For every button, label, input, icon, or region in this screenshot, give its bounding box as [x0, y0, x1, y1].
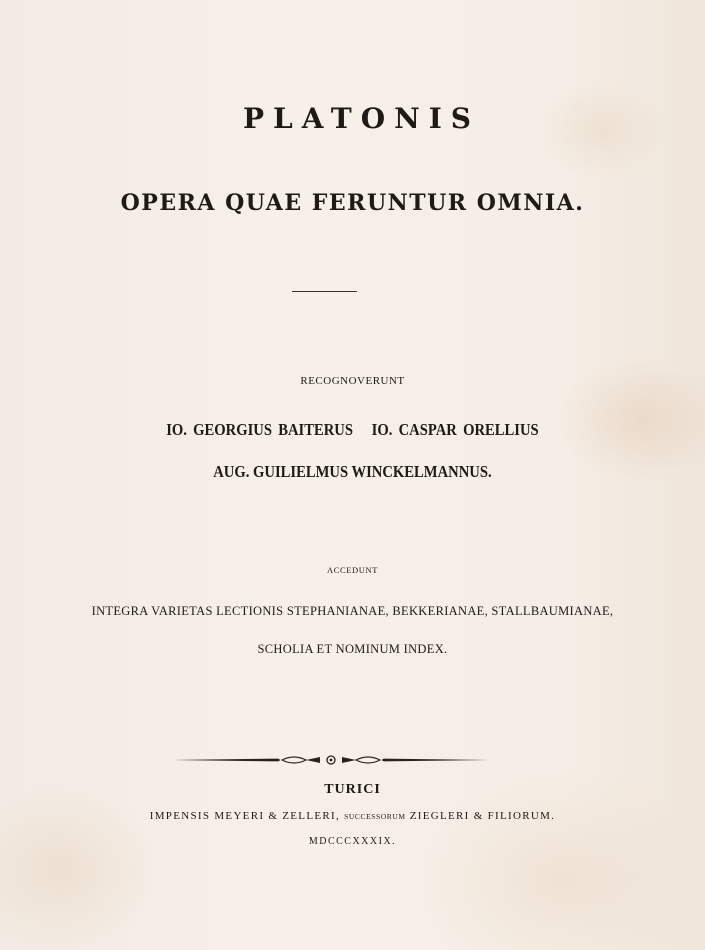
publisher-prefix: IMPENSIS MEYERI & ZELLERI, — [149, 810, 341, 822]
recognoverunt-label: RECOGNOVERUNT — [300, 375, 405, 387]
publication-year: MDCCCXXXIX. — [308, 836, 397, 847]
publisher-suffix: ZIEGLERI & FILIORUM. — [409, 810, 556, 822]
accedunt-label: ACCEDUNT — [326, 565, 379, 575]
show-through-band — [0, 318, 705, 342]
editors-line-1: IO. GEORGIUS BAITERUS IO. CASPAR ORELLIUS — [166, 420, 539, 439]
publisher-line — [0, 810, 705, 822]
place-of-publication: TURICI — [324, 782, 381, 797]
divider-rule — [292, 291, 357, 292]
book-subtitle: OPERA QUAE FERUNTUR OMNIA. — [120, 190, 585, 216]
contents-line-2: SCHOLIA ET NOMINUM INDEX. — [257, 642, 448, 656]
ornament-divider-icon — [170, 752, 492, 768]
contents-line-1: INTEGRA VARIETAS LECTIONIS STEPHANIANAE, BEKKERIANAE, STALLBAUMIANAE, — [91, 604, 614, 618]
editors-line-2: AUG. GUILIELMUS WINCKELMANNUS. — [213, 462, 492, 481]
publisher-small: SUCCESSORUM — [344, 812, 406, 821]
book-title: PLATONIS — [242, 102, 481, 135]
